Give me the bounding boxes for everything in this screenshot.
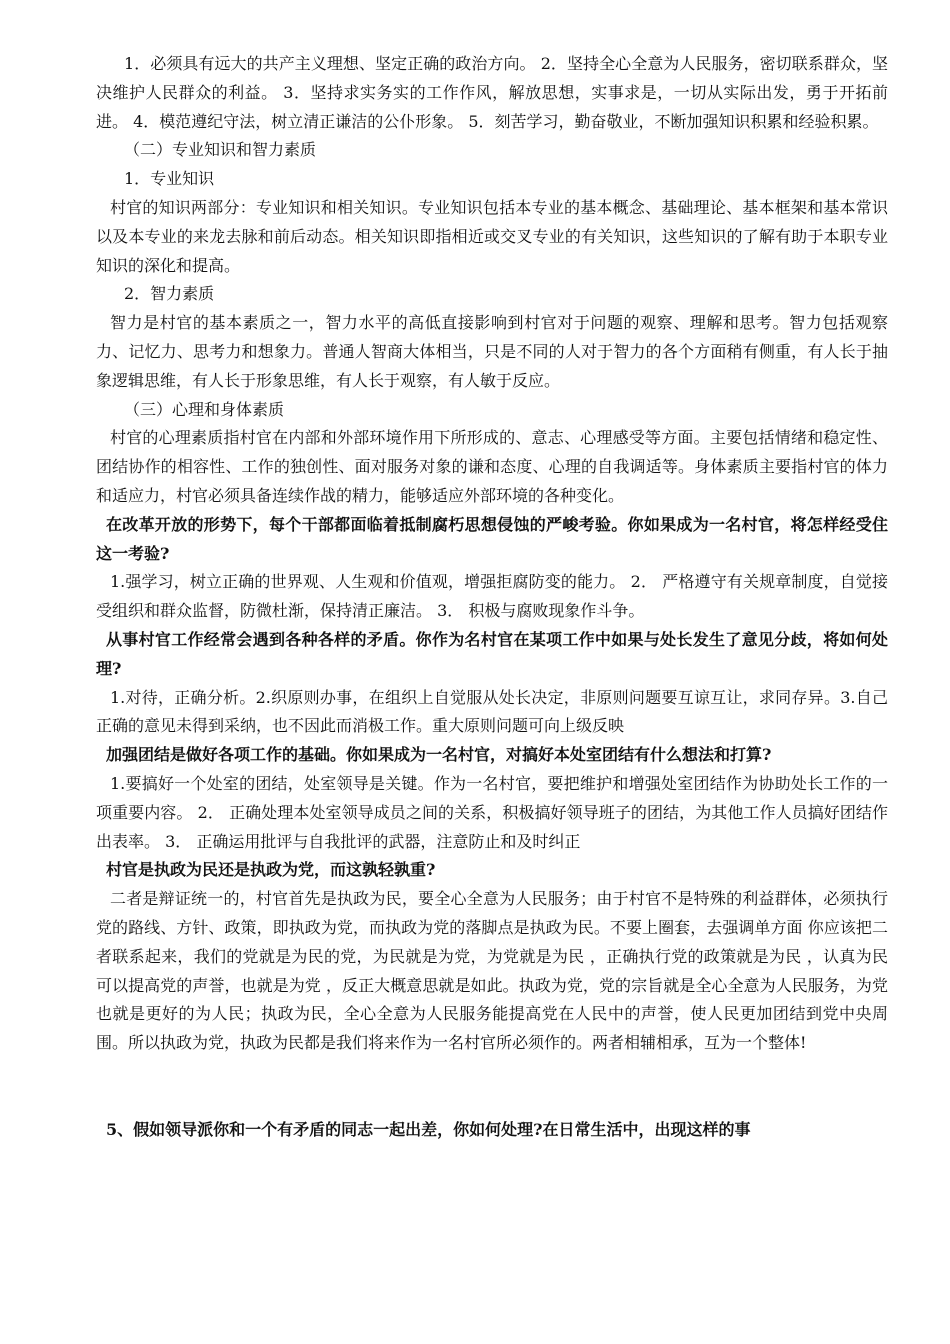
- blank-space: [96, 1058, 888, 1116]
- intelligence-paragraph: 智力是村官的基本素质之一，智力水平的高低直接影响到村官对于问题的观察、理解和思考。智力包括观察力、记忆力、思考力和想象力。普通人智商大体相当，只是不同的人对于智力的各个方面稍有侧重，有人长于抽象逻辑思维，有人长于形象思维，有人长于观察，有人敏于反应。: [96, 313, 888, 390]
- section-heading-professional-knowledge: （二）专业知识和智力素质: [124, 140, 317, 160]
- question-unity: 加强团结是做好各项工作的基础。你如果成为一名村官，对搞好本处室团结有什么想法和打算?: [106, 745, 772, 765]
- document-page: [96, 50, 888, 1145]
- qualities-list-paragraph: 1．必须具有远大的共产主义理想、坚定正确的政治方向。 2．坚持全心全意为人民服务，密切联系群众，坚决维护人民群众的利益。 3．坚持求实务实的工作作风，解放思想，实事求是，一切从实际出发，勇于开拓前进。 4．模范遵纪守法，树立清正谦洁的公仆形象。 5．刻苦学习，勤奋敬业，不断加强知识积累和经验积累。: [96, 54, 888, 131]
- answer-corruption: 1.强学习，树立正确的世界观、人生观和价值观，增强拒腐防变的能力。 2． 严格遵守有关规章制度，自觉接受组织和群众监督，防微杜渐，保持清正廉洁。 3． 积极与腐败现象作斗争。: [96, 572, 888, 621]
- question-corruption: 在改革开放的形势下，每个干部都面临着抵制腐朽思想侵蚀的严峻考验。你如果成为一名村官，将怎样经受住这一考验?: [96, 514, 888, 563]
- psychology-paragraph: 村官的心理素质指村官在内部和外部环境作用下所形成的、意志、心理感受等方面。主要包括情绪和稳定性、团结协作的相容性、工作的独创性、面对服务对象的谦和态度、心理的自我调适等。身体素质主要指村官的体力和适应力，村官必须具备连续作战的精力，能够适应外部环境的各种变化。: [96, 428, 888, 505]
- answer-disagreement: 1.对待，正确分析。2.织原则办事，在组织上自觉服从处长决定，非原则问题要互谅互让，求同存异。3.自己正确的意见未得到采纳，也不因此而消极工作。重大原则问题可向上级反映: [96, 687, 888, 736]
- professional-knowledge-paragraph: 村官的知识两部分：专业知识和相关知识。专业知识包括本专业的基本概念、基础理论、基本框架和基本常识以及本专业的来龙去脉和前后动态。相关知识即指相近或交叉专业的有关知识，这些知识的了解有助于本职专业知识的深化和提高。: [96, 197, 888, 275]
- answer-unity: 1.要搞好一个处室的团结，处室领导是关键。作为一名村官，要把维护和增强处室团结作为协助处长工作的一项重要内容。 2． 正确处理本处室领导成员之间的关系，积极搞好领导班子的团结，为其他工作人员搞好团结作出表率。 3． 正确运用批评与自我批评的武器，注意防止和及时纠正: [96, 773, 888, 851]
- answer-people-or-party: 二者是辩证统一的，村官首先是执政为民，要全心全意为人民服务；由于村官不是特殊的利益群体，必须执行党的路线、方针、政策，即执政为党，而执政为党的落脚点是执政为民。不要上圈套，去强调单方面 你应该把二者联系起来，我们的党就是为民的党，为民就是为党，为党就是为民 ，正确执行党的政策就是为民 ，认真为民可以提高党的声誉，也就是为党 ，反正大概意思就是如此。执政为党，党的宗旨就是全心全意为人民服务，为党也就是更好的为人民；执政为民，全心全意为人民服务能提高党在人民中的声誉，使人民更加团结到党中央周围。所以执政为党，执政为民都是我们将来作为一名村官所必须作的。两者相辅相承，互为一个整体!: [96, 889, 888, 1053]
- question-business-trip: 5、假如领导派你和一个有矛盾的同志一起出差，你如何处理?在日常生活中，出现这样的事: [106, 1119, 751, 1139]
- question-disagreement: 从事村官工作经常会遇到各种各样的矛盾。你作为名村官在某项工作中如果与处长发生了意见分歧，将如何处理?: [96, 629, 888, 678]
- section-heading-psychology-physique: （三）心理和身体素质: [124, 399, 285, 419]
- question-people-or-party: 村官是执政为民还是执政为党，而这孰轻孰重?: [106, 860, 436, 880]
- subheading-intelligence: 2．智力素质: [124, 284, 215, 304]
- subheading-professional-knowledge: 1．专业知识: [124, 169, 215, 189]
